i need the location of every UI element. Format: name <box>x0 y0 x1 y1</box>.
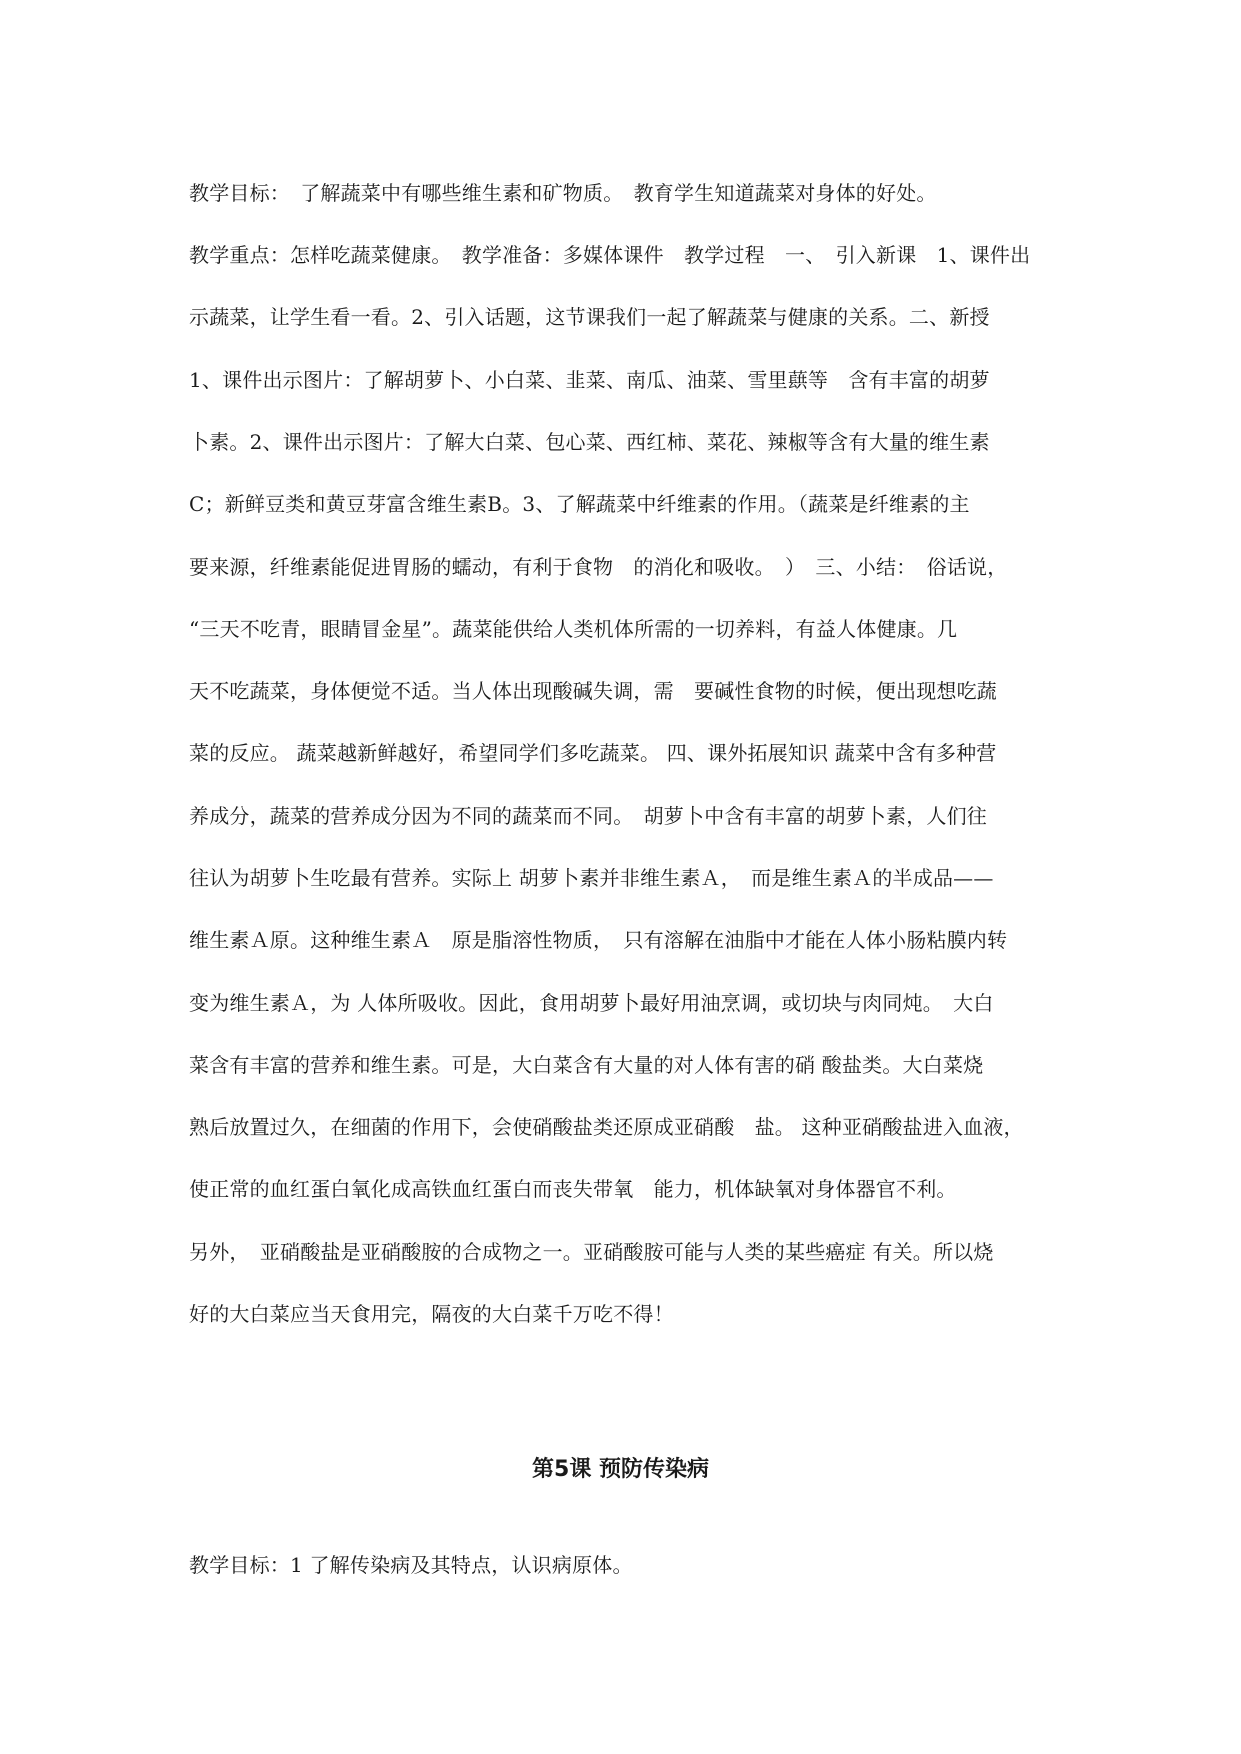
paragraph-line: C；新鲜豆类和黄豆芽富含维生素B。3、了解蔬菜中纤维素的作用。（蔬菜是纤维素的主 <box>189 492 970 516</box>
paragraph-line: 卜素。2、课件出示图片：了解大白菜、包心菜、西红柿、菜花、辣椒等含有大量的维生素 <box>189 430 990 454</box>
paragraph-line: 教学目标： 了解蔬菜中有哪些维生素和矿物质。 教育学生知道蔬菜对身体的好处。 <box>189 181 937 205</box>
paragraph-line: 菜含有丰富的营养和维生素。可是，大白菜含有大量的对人体有害的硝 酸盐类。大白菜烧 <box>189 1053 984 1077</box>
paragraph-line: 养成分，蔬菜的营养成分因为不同的蔬菜而不同。 胡萝卜中含有丰富的胡萝卜素，人们往 <box>189 804 987 828</box>
lesson-objective-line: 教学目标：1 了解传染病及其特点，认识病原体。 <box>189 1553 633 1577</box>
paragraph-line: 另外， 亚硝酸盐是亚硝酸胺的合成物之一。亚硝酸胺可能与人类的某些癌症 有关。所以烧 <box>189 1240 994 1264</box>
paragraph-line: “三天不吃青，眼睛冒金星”。蔬菜能供给人类机体所需的一切养料，有益人体健康。几 <box>189 617 958 641</box>
paragraph-line: 示蔬菜，让学生看一看。2、引入话题，这节课我们一起了解蔬菜与健康的关系。二、新授 <box>189 305 990 329</box>
paragraph-line: 使正常的血红蛋白氧化成高铁血红蛋白而丧失带氧 能力，机体缺氧对身体器官不利。 <box>189 1177 957 1201</box>
paragraph-line: 熟后放置过久，在细菌的作用下，会使硝酸盐类还原成亚硝酸 盐。 这种亚硝酸盐进入血液， <box>189 1115 1024 1139</box>
paragraph-line: 1、课件出示图片：了解胡萝卜、小白菜、韭菜、南瓜、油菜、雪里蕻等 含有丰富的胡萝 <box>189 368 990 392</box>
paragraph-line: 教学重点：怎样吃蔬菜健康。 教学准备：多媒体课件 教学过程 一、 引入新课 1、课件出 <box>189 243 1031 267</box>
paragraph-line: 好的大白菜应当天食用完，隔夜的大白菜千万吃不得！ <box>189 1302 674 1326</box>
paragraph-line: 维生素Ａ原。这种维生素Ａ 原是脂溶性物质， 只有溶解在油脂中才能在人体小肠粘膜内转 <box>189 928 1008 952</box>
paragraph-line: 往认为胡萝卜生吃最有营养。实际上 胡萝卜素并非维生素Ａ， 而是维生素Ａ的半成品—— <box>189 866 994 890</box>
lesson-title: 第5课 预防传染病 <box>532 1457 709 1482</box>
paragraph-line: 菜的反应。 蔬菜越新鲜越好，希望同学们多吃蔬菜。 四、课外拓展知识 蔬菜中含有多种营 <box>189 741 997 765</box>
paragraph-line: 变为维生素Ａ，为 人体所吸收。因此，食用胡萝卜最好用油烹调，或切块与肉同炖。 大白 <box>189 991 994 1015</box>
paragraph-line: 天不吃蔬菜，身体便觉不适。当人体出现酸碱失调，需 要碱性食物的时候，便出现想吃蔬 <box>189 679 997 703</box>
paragraph-line: 要来源，纤维素能促进胃肠的蠕动，有利于食物 的消化和吸收。 ） 三、小结： 俗话说， <box>189 555 1008 579</box>
